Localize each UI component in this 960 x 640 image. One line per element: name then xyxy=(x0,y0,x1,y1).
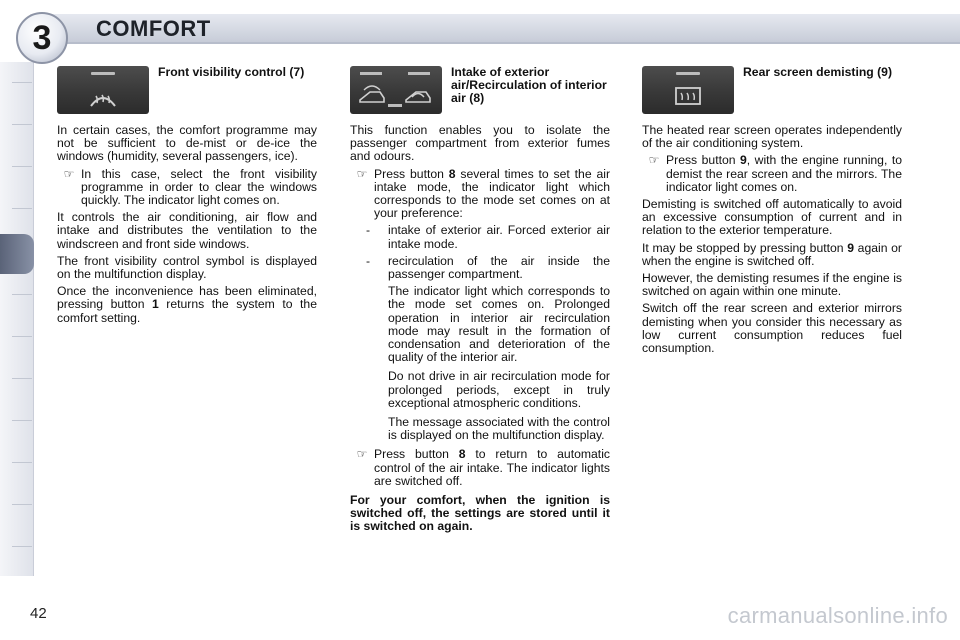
button-ref: 9 xyxy=(847,240,854,255)
paragraph: However, the demisting resumes if the engine is switched on again within one minute. xyxy=(642,271,902,299)
air-recirculation-icon xyxy=(350,66,442,114)
section-heading: Intake of exterior air/Recirculation of interior air (8) xyxy=(451,65,607,105)
bullet-text: Press button 9, with the engine running, to demist the rear screen and the mirrors. The indicator light comes on. xyxy=(666,153,902,194)
paragraph: In certain cases, the comfort programme may not be sufficient to de-mist or de-ice the windows (humidity, several passengers, ice). xyxy=(57,123,317,164)
indented-paragraph: Do not drive in air recirculation mode for prolonged periods, except in truly exceptional atmospheric conditions. xyxy=(388,369,610,410)
dash-item: - recirculation of the air inside the passenger compartment. xyxy=(366,253,610,282)
dash-item: - intake of exterior air. Forced exterior air intake mode. xyxy=(366,223,610,251)
bullet-item xyxy=(642,154,902,194)
side-divider xyxy=(12,336,32,337)
side-divider xyxy=(12,82,32,83)
side-divider xyxy=(12,294,32,295)
side-divider xyxy=(12,378,32,379)
side-divider xyxy=(12,462,32,463)
rear-demist-icon xyxy=(642,66,734,114)
paragraph: Once the inconvenience has been eliminated, pressing button 1 returns the system to the comfort setting. xyxy=(57,284,317,325)
side-tab-strip xyxy=(0,62,34,576)
paragraph: This function enables you to isolate the passenger compartment from exterior fumes and odours. xyxy=(350,123,610,164)
button-ref: 9 xyxy=(740,153,747,168)
chapter-number: 3 xyxy=(32,18,52,57)
hand-pointer-icon: ☞ xyxy=(63,166,75,181)
side-divider xyxy=(12,208,32,209)
chapter-badge xyxy=(16,12,68,64)
side-divider xyxy=(12,420,32,421)
column-air-intake xyxy=(350,66,610,538)
side-divider xyxy=(12,546,32,547)
bullet-text: Press button 8 several times to set the air intake mode, the indicator light which corresponds to the mode set comes on at your preference: xyxy=(374,166,611,221)
page-number: 42 xyxy=(30,605,47,622)
side-divider xyxy=(12,166,32,167)
paragraph: The front visibility control symbol is displayed on the multifunction display. xyxy=(57,253,317,282)
paragraph: It controls the air conditioning, air flow and intake and distributes the ventilation to the windscreen and front side windows. xyxy=(57,210,317,251)
section-heading: Front visibility control (7) xyxy=(158,65,305,79)
button-ref: 8 xyxy=(448,166,456,181)
bullet-item xyxy=(350,168,610,221)
side-divider xyxy=(12,504,32,505)
bullet-text: Press button 8 to return to automatic control of the air intake. The indicator lights are switched off. xyxy=(374,447,610,488)
indented-paragraph: The message associated with the control is displayed on the multifunction display. xyxy=(388,415,610,443)
section-header xyxy=(350,66,610,116)
paragraph: Switch off the rear screen and exterior mirrors demisting when you consider this necessary as low current consumption reduces fuel consumption. xyxy=(642,301,902,356)
column-front-visibility xyxy=(57,66,317,329)
section-header xyxy=(57,66,317,116)
section-heading: Rear screen demisting (9) xyxy=(743,65,893,79)
side-tab-active[interactable] xyxy=(0,234,34,274)
hand-pointer-icon: ☞ xyxy=(356,166,368,181)
hand-pointer-icon: ☞ xyxy=(356,447,368,462)
front-demist-icon xyxy=(57,66,149,114)
hand-pointer-icon: ☞ xyxy=(648,153,660,168)
button-ref: 8 xyxy=(458,447,466,462)
indented-paragraph: The indicator light which corresponds to the mode set comes on. Prolonged operation in interior air recirculation mode may result in the formation of condensation and deterioration of the quality of the interior air. xyxy=(388,284,610,365)
paragraph: The heated rear screen operates independently of the air conditioning system. xyxy=(642,123,902,151)
paragraph: It may be stopped by pressing button 9 again or when the engine is switched off. xyxy=(642,240,902,268)
section-header xyxy=(642,66,902,116)
bullet-item xyxy=(350,448,610,488)
column-rear-demisting xyxy=(642,66,902,359)
chapter-title: COMFORT xyxy=(96,16,211,41)
bullet-text: In this case, select the front visibility programme in order to clear the windows quickly. The indicator light comes on. xyxy=(81,166,317,208)
paragraph: Demisting is switched off automatically to avoid an excessive consumption of current and in relation to the exterior temperature. xyxy=(642,197,902,238)
bullet-item xyxy=(57,168,317,208)
bold-note: For your comfort, when the ignition is switched off, the settings are stored until it is switched on again. xyxy=(350,493,610,534)
watermark: carmanualsonline.info xyxy=(727,603,948,628)
side-divider xyxy=(12,124,32,125)
button-ref: 1 xyxy=(152,297,159,312)
